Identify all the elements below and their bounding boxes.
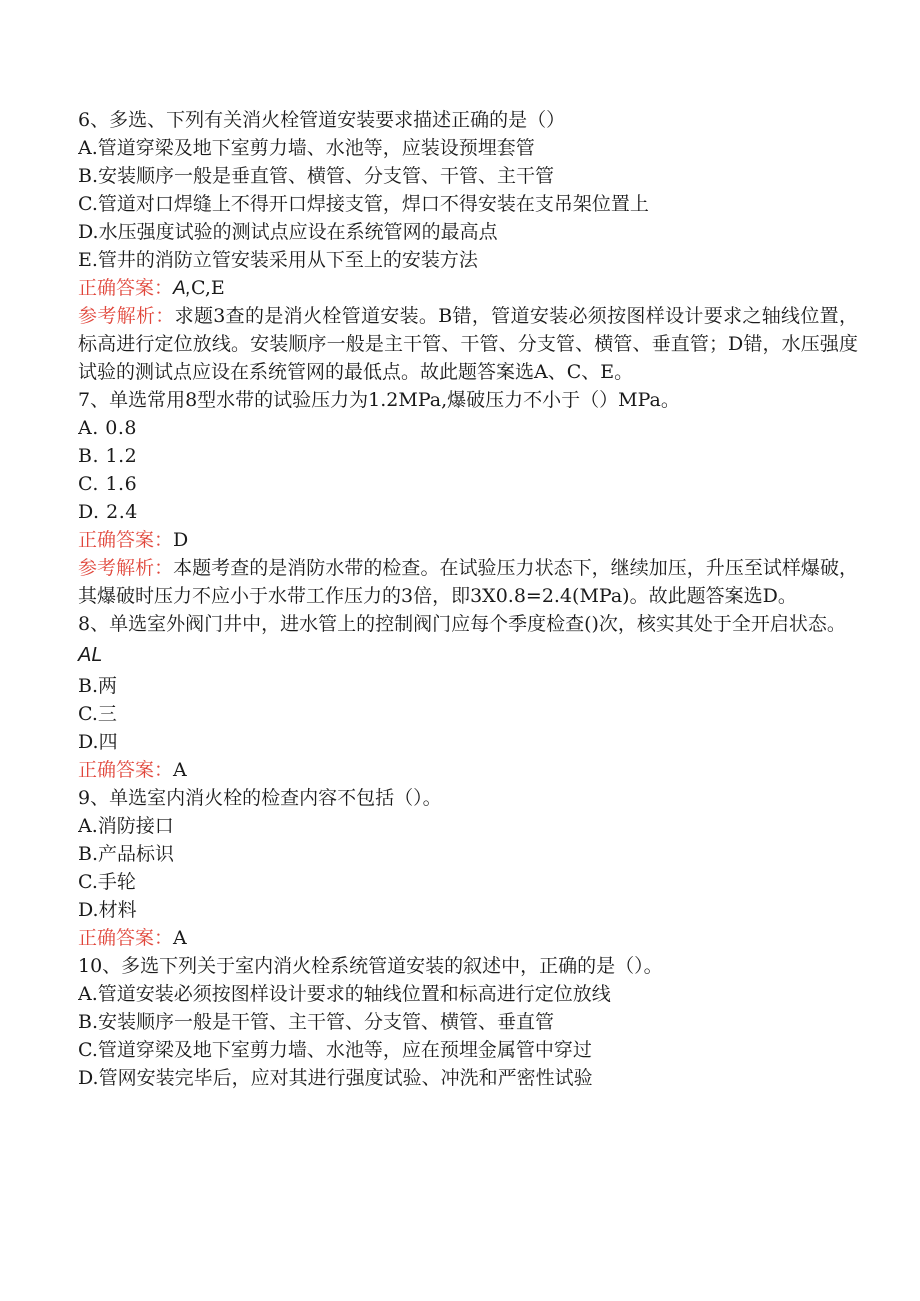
q7-option-d: D. 2.4 [78, 501, 138, 523]
answer-label: 正确答案： [78, 759, 174, 781]
q8-option-d: D.四 [78, 731, 118, 753]
q7-option-b: B. 1.2 [78, 445, 138, 467]
answer-label: 正确答案： [78, 927, 174, 949]
analysis-label: 参考解析： [78, 557, 174, 579]
q8-option-a: AL [78, 644, 103, 666]
answer-value-rest: C,E [190, 277, 225, 299]
analysis-text: 本题考查的是消防水带的检查。在试验压力状态下，继续加压，升压至试样爆破，其爆破时压力不应小于水带工作压力的3倍，即3X0.8=2.4(MPa)。故此题答案选D。 [78, 557, 858, 607]
q9-option-c: C.手轮 [78, 871, 136, 893]
q10-option-c: C.管道穿梁及地下室剪力墙、水池等，应在预埋金属管中穿过 [78, 1039, 592, 1061]
answer-value-a: A, [173, 278, 191, 299]
q8-option-c: C.三 [78, 703, 117, 725]
q10-option-b: B.安装顺序一般是干管、主干管、分支管、横管、垂直管 [78, 1011, 555, 1033]
q7-option-c: C. 1.6 [78, 473, 138, 495]
q6-option-c: C.管道对口焊缝上不得开口焊接支管，焊口不得安装在支吊架位置上 [78, 193, 649, 215]
q7-analysis [78, 554, 858, 610]
q8-answer [78, 756, 858, 784]
answer-label: 正确答案： [78, 529, 174, 551]
q7-option-a: A. 0.8 [78, 417, 138, 439]
analysis-label: 参考解析： [78, 305, 175, 327]
answer-value: A [173, 759, 187, 781]
q6-option-a: A.管道穿梁及地下室剪力墙、水池等，应装设预埋套管 [78, 137, 535, 159]
q9-stem: 9、单选室内消火栓的检查内容不包括（）。 [78, 787, 442, 809]
q6-option-d: D.水压强度试验的测试点应设在系统管网的最高点 [78, 221, 498, 243]
answer-value: D [173, 529, 189, 551]
q6-option-b: B.安装顺序一般是垂直管、横管、分支管、干管、主干管 [78, 165, 555, 187]
q10-stem: 10、多选下列关于室内消火栓系统管道安装的叙述中，正确的是（）。 [78, 955, 663, 977]
q6-analysis [78, 302, 858, 386]
q8-stem: 8、单选室外阀门井中，进水管上的控制阀门应每个季度检查()次，核实其处于全开启状态。 [78, 613, 846, 635]
analysis-text: 求题3查的是消火栓管道安装。B错，管道安装必须按图样设计要求之轴线位置，标高进行定位放线。安装顺序一般是主干管、干管、分支管、横管、垂直管；D错，水压强度试验的测试点应设在系统管网的最低点。故此题答案选A、C、E。 [78, 305, 858, 383]
q9-answer [78, 924, 858, 952]
q9-option-a: A.消防接口 [78, 815, 174, 837]
q6-option-e: E.管井的消防立管安装采用从下至上的安装方法 [78, 249, 478, 271]
q7-stem: 7、单选常用8型水带的试验压力为1.2MPa,爆破压力不小于（）MPa。 [78, 389, 680, 411]
answer-label: 正确答案： [78, 277, 174, 299]
answer-value: A [173, 927, 187, 949]
q6-stem: 6、多选、下列有关消火栓管道安装要求描述正确的是（） [78, 109, 566, 131]
q9-option-d: D.材料 [78, 899, 137, 921]
q6-answer [78, 274, 858, 302]
q10-option-d: D.管网安装完毕后，应对其进行强度试验、冲洗和严密性试验 [78, 1067, 593, 1089]
q10-option-a: A.管道安装必须按图样设计要求的轴线位置和标高进行定位放线 [78, 983, 611, 1005]
document-page [78, 106, 858, 1092]
q7-answer [78, 526, 858, 554]
q8-option-b: B.两 [78, 675, 118, 697]
q9-option-b: B.产品标识 [78, 843, 175, 865]
